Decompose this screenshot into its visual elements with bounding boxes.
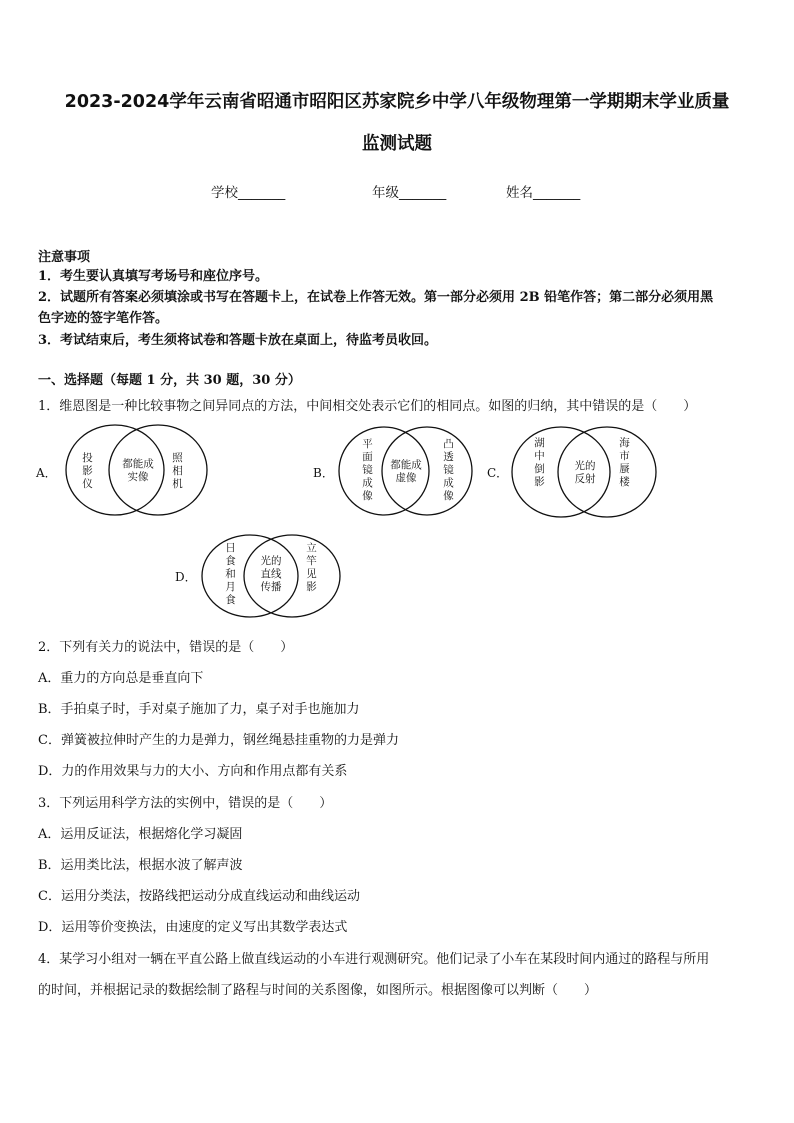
venn-a-center: 都能成 实像 — [122, 458, 154, 483]
question-3-stem: 3．下列运用科学方法的实例中，错误的是（ ） — [38, 796, 333, 811]
note-item: 1．考生要认真填写考场号和座位序号。 — [38, 269, 269, 284]
note-item: 色字迹的签字笔作答。 — [38, 311, 169, 326]
option-c-label: C． — [487, 466, 509, 480]
grade-field[interactable]: 年级_______ — [372, 185, 447, 201]
page-title-line2: 监测试题 — [362, 134, 432, 154]
section-heading: 一、选择题（每题 1 分，共 30 题，30 分） — [38, 373, 301, 388]
venn-diagram-a — [60, 422, 210, 518]
question-2-stem: 2．下列有关力的说法中，错误的是（ ） — [38, 640, 294, 655]
venn-d-center: 光的 直线 传播 — [260, 555, 282, 593]
venn-c-center: 光的 反射 — [574, 460, 596, 485]
question-4-stem-line1: 4．某学习小组对一辆在平直公路上做直线运动的小车进行观测研究。他们记录了小车在某段时间内通过的路程与所用 — [38, 952, 710, 967]
name-field[interactable]: 姓名_______ — [506, 185, 581, 201]
question-2-option-c[interactable]: C．弹簧被拉伸时产生的力是弹力，钢丝绳悬挂重物的力是弹力 — [38, 733, 399, 748]
venn-diagram-d — [198, 532, 344, 620]
page-title: 2023-2024学年云南省昭通市昭阳区苏家院乡中学八年级物理第一学期期末学业质量 — [64, 92, 730, 112]
question-2-option-d[interactable]: D．力的作用效果与力的大小、方向和作用点都有关系 — [38, 764, 348, 779]
venn-d-right: 立竿见影 — [306, 542, 317, 593]
question-3-option-a[interactable]: A．运用反证法，根据熔化学习凝固 — [38, 827, 243, 842]
venn-d-left: 日食和月食 — [225, 542, 236, 606]
question-3-option-b[interactable]: B．运用类比法，根据水波了解声波 — [38, 858, 243, 873]
venn-b-center: 都能成 虚像 — [390, 459, 422, 484]
venn-b-left: 平面镜成像 — [362, 438, 373, 502]
option-d-label: D． — [175, 570, 197, 584]
note-item: 2．试题所有答案必须填涂或书写在答题卡上，在试卷上作答无效。第一部分必须用 2B 铅笔作答；第二部分必须用黑 — [38, 290, 714, 305]
question-3-option-d[interactable]: D．运用等价变换法，由速度的定义写出其数学表达式 — [38, 920, 348, 935]
question-4-stem-line2: 的时间，并根据记录的数据绘制了路程与时间的关系图像，如图所示。根据图像可以判断（ ） — [38, 983, 598, 998]
question-3-option-c[interactable]: C．运用分类法，按路线把运动分成直线运动和曲线运动 — [38, 889, 360, 904]
question-2-option-b[interactable]: B．手拍桌子时，手对桌子施加了力，桌子对手也施加力 — [38, 702, 360, 717]
venn-a-left: 投影仪 — [82, 452, 93, 490]
venn-c-left: 湖中倒影 — [534, 437, 545, 488]
venn-diagram-c — [508, 424, 660, 520]
venn-diagram-b — [336, 424, 476, 518]
note-item: 3．考试结束后，考生须将试卷和答题卡放在桌面上，待监考员收回。 — [38, 333, 438, 348]
venn-b-right: 凸透镜成像 — [443, 438, 454, 502]
venn-c-right: 海市蜃楼 — [619, 437, 630, 488]
venn-a-right: 照相机 — [172, 452, 183, 490]
school-field[interactable]: 学校_______ — [211, 185, 286, 201]
question-2-option-a[interactable]: A．重力的方向总是垂直向下 — [38, 671, 204, 686]
question-1-stem: 1．维恩图是一种比较事物之间异同点的方法，中间相交处表示它们的相同点。如图的归纳，其中错误的是（ ） — [38, 399, 697, 414]
option-a-label: A． — [36, 466, 57, 480]
option-b-label: B． — [313, 466, 334, 480]
notes-heading: 注意事项 — [38, 250, 91, 265]
